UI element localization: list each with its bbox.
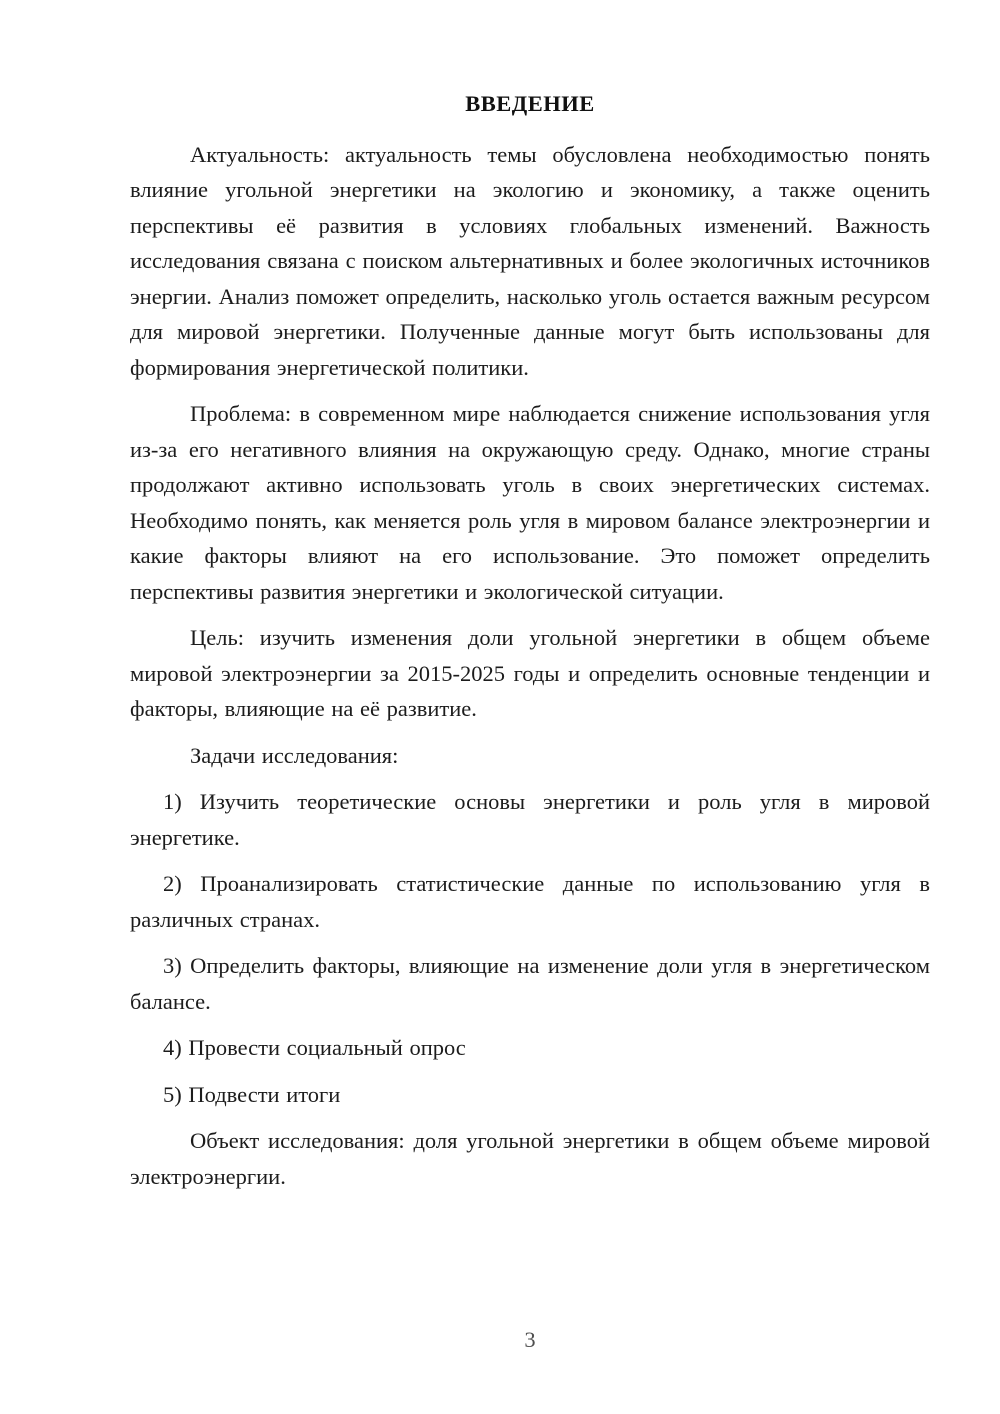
page-title: ВВЕДЕНИЕ xyxy=(465,91,595,116)
paragraph-object: Объект исследования: доля угольной энергетики в общем объеме мировой электроэнергии. xyxy=(130,1128,930,1189)
task-item-3: 3) Определить факторы, влияющие на изменение доли угля в энергетическом балансе. xyxy=(130,953,930,1014)
paragraph-goal: Цель: изучить изменения доли угольной энергетики в общем объеме мировой электроэнергии за 2015-2025 годы и определить основные тенденции и факторы, влияющие на её развитие. xyxy=(130,625,930,721)
paragraph-problem: Проблема: в современном мире наблюдается снижение использования угля из-за его негативного влияния на окружающую среду. Однако, многие страны продолжают активно использовать уголь в своих энергетических системах. Необходимо понять, как меняется роль угля в мировом балансе электроэнергии и какие факторы влияют на его использование. Это поможет определить перспективы развития энергетики и экологической ситуации. xyxy=(130,401,930,604)
task-item-4: 4) Провести социальный опрос xyxy=(163,1035,466,1060)
document-body xyxy=(130,86,930,1205)
page-number: 3 xyxy=(524,1327,536,1352)
task-item-1: 1) Изучить теоретические основы энергетики и роль угля в мировой энергетике. xyxy=(130,789,930,850)
paragraph-actuality: Актуальность: актуальность темы обусловлена необходимостью понять влияние угольной энергетики на экологию и экономику, а также оценить перспективы её развития в условиях глобальных изменений. Важность исследования связана с поиском альтернативных и более экологичных источников энергии. Анализ поможет определить, насколько уголь остается важным ресурсом для мировой энергетики. Полученные данные могут быть использованы для формирования энергетической политики. xyxy=(130,141,930,380)
task-item-5: 5) Подвести итоги xyxy=(163,1081,341,1107)
task-item-2: 2) Проанализировать статистические данные по использованию угля в различных странах. xyxy=(130,871,930,932)
tasks-heading: Задачи исследования: xyxy=(190,742,399,768)
